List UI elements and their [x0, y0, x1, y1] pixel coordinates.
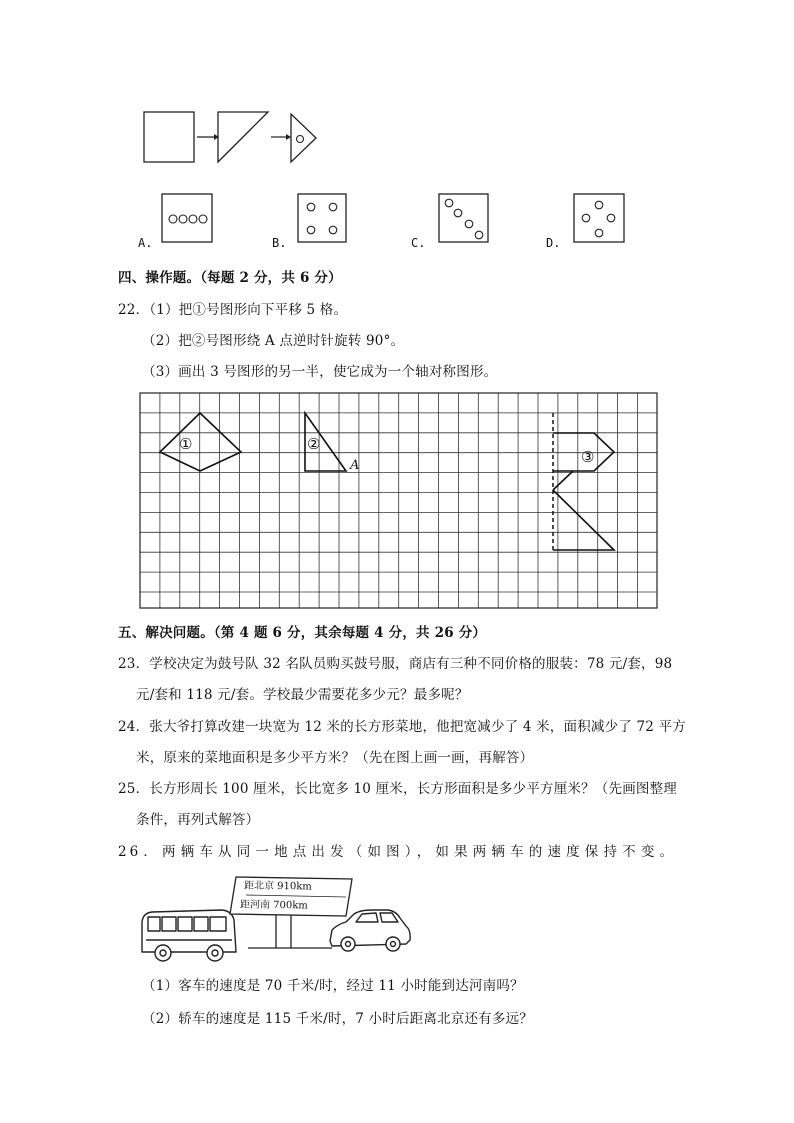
q24-line2: 米，原来的菜地面积是多少平方米？（先在图上画一画，再解答） [136, 750, 534, 766]
q22-line2: （2）把②号图形绕 A 点逆时针旋转 90°。 [142, 333, 405, 349]
section4-heading: 四、操作题。（每题 2 分，共 6 分） [118, 270, 342, 286]
point-a-label: A [350, 458, 360, 473]
bus-icon [142, 910, 236, 961]
option-d-label: D. [546, 236, 561, 250]
q26-line1: 26．两辆车从同一地点出发（如图），如果两辆车的速度保持不变。 [118, 844, 676, 860]
shape-1-label: ① [179, 435, 193, 453]
shape-3-label: ③ [581, 448, 595, 466]
sign-text-beijing: 距北京 910km [243, 880, 312, 893]
q23-line1: 23．学校决定为鼓号队 32 名队员购买鼓号服，商店有三种不同价格的服装：78 元/套，98 [118, 656, 673, 672]
q26-sub1: （1）客车的速度是 70 千米/时，经过 11 小时能到达河南吗？ [142, 978, 524, 994]
shape-2-label: ② [307, 435, 321, 453]
q22-line1: 22．（1）把①号图形向下平移 5 格。 [118, 302, 348, 318]
q25-line2: 条件，再列式解答） [136, 812, 260, 828]
option-a-label: A. [138, 236, 153, 250]
q24-line1: 24．张大爷打算改建一块宽为 12 米的长方形菜地，他把宽减少了 4 米，面积减少了 72 平方 [118, 719, 686, 735]
section5-heading: 五、解决问题。（第 4 题 6 分，其余每题 4 分，共 26 分） [118, 625, 487, 641]
q23-line2: 元/套和 118 元/套。学校最少需要花多少元？最多呢？ [136, 687, 469, 703]
option-c-label: C. [411, 236, 426, 250]
q25-line1: 25．长方形周长 100 厘米，长比宽多 10 厘米，长方形面积是多少平方厘米？（先画图整理 [118, 781, 677, 797]
q22-line3: （3）画出 3 号图形的另一半，使它成为一个轴对称图形。 [142, 364, 498, 380]
sign-text-henan: 距河南 700km [239, 899, 308, 912]
option-b-label: B. [272, 236, 287, 250]
q26-sub2: （2）轿车的速度是 115 千米/时，7 小时后距离北京还有多远？ [142, 1011, 533, 1027]
